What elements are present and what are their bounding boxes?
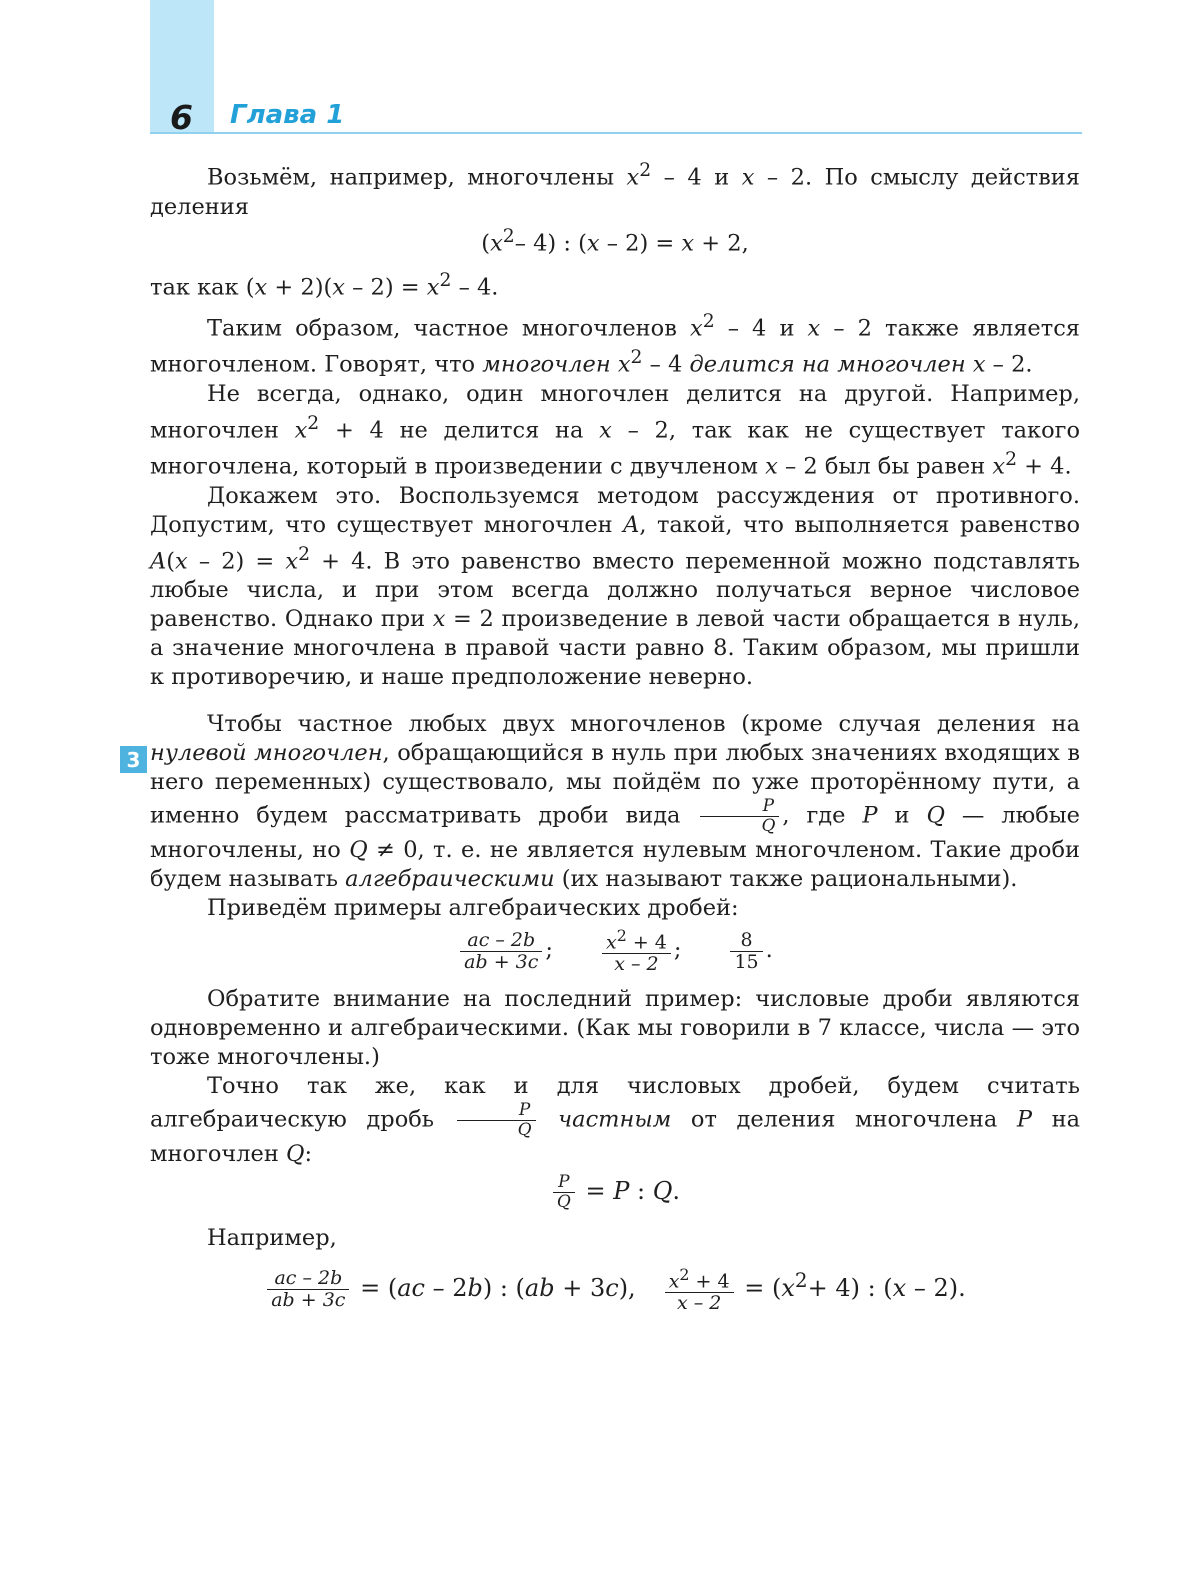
- equation: $\frac{ac - 2b}{ab + 3c}$ = (ac – 2b) : (ab + 3c), $\frac{x^2 + 4}{x - 2}$ = $(x^2+ 4)$ : (x – 2).: [150, 1265, 1080, 1314]
- chapter-title: Глава 1: [230, 100, 345, 130]
- page-content: [150, 156, 1080, 1314]
- fraction: $\frac{P}{Q}$: [700, 797, 779, 836]
- paragraph: Приведём примеры алгебраических дробей:: [207, 895, 739, 921]
- fraction: $\frac{ac - 2b}{ab + 3c}$: [460, 930, 542, 973]
- fraction: $\frac{ac - 2b}{ab + 3c}$: [267, 1268, 349, 1311]
- fraction: $\frac{x^2 + 4}{x - 2}$: [665, 1266, 734, 1314]
- fraction: $\frac{P}{Q}$: [553, 1173, 575, 1212]
- paragraph: так как $(x + 2)(x - 2) = x^2 - 4$.: [150, 270, 499, 301]
- paragraph: Таким образом, частное многочленов $x^2 - 4$ и x – 2 также является многочленом. Говорят, что многочлен $x^2 - 4$ делится на многочлен x – 2.: [150, 310, 1080, 378]
- paragraph: Например,: [207, 1225, 337, 1252]
- equation: $\frac{P}{Q}$ = P : Q.: [150, 1173, 1080, 1212]
- paragraph: Чтобы частное любых двух многочленов (кроме случая деления на нулевой многочлен, обращающийся в нуль при любых значениях входящих в него переменных) существовало, мы пойдём по уже проторённому пути, а именно будем рассматривать дроби вида $\frac{P}{Q}$ , где P и Q — любые многочлены, но Q ≠ 0, т. е. не является нулевым многочленом. Такие дроби будем называть алгебраическими (их называют также рациональными).: [150, 711, 1080, 892]
- fraction: $\frac{P}{Q}$: [457, 1101, 536, 1140]
- header-rule: [150, 132, 1082, 134]
- fraction: $\frac{x^2 + 4}{x - 2}$: [602, 927, 671, 975]
- fraction: $\frac{8}{15}$: [730, 930, 762, 973]
- equation: $\frac{ac - 2b}{ab + 3c}$ ; $\frac{x^2 + 4}{x - 2}$ ; $\frac{8}{15}$ .: [150, 927, 1080, 975]
- paragraph: Точно так же, как и для числовых дробей, будем считать алгебраическую дробь $\frac{P}{Q}$ частным от деления многочлена P на многочлен Q:: [150, 1073, 1081, 1168]
- page-number: 6: [170, 98, 193, 137]
- paragraph: Докажем это. Воспользуемся методом рассуждения от противного. Допустим, что существует многочлен A, такой, что выполняется равенство $A(x - 2) = x^2 + 4$. В это равенство вместо переменной можно подставлять любые числа, и при этом всегда должно получаться верное числовое равенство. Однако при x = 2 произведение в левой части обращается в нуль, а значение многочлена в правой части равно 8. Таким образом, мы пришли к противоречию, и наше предположение неверно.: [150, 482, 1081, 690]
- section-number-badge: 3: [120, 746, 147, 773]
- paragraph: Обратите внимание на последний пример: числовые дроби являются одновременно и алгебраическими. (Как мы говорили в 7 классе, числа — это тоже многочлены.): [150, 986, 1080, 1071]
- paragraph: Не всегда, однако, один многочлен делится на другой. Например, многочлен $x^2 + 4$ не делится на x – 2, так как не существует такого многочлена, который в произведении с двучленом x – 2 был бы равен $x^2 + 4$.: [150, 380, 1080, 480]
- equation: ($x^2-$ 4) : (x – 2) = x + 2,: [481, 225, 749, 256]
- paragraph: Возьмём, например, многочлены $x^2 - 4$ и x – 2. По смыслу действия деления: [150, 160, 1080, 220]
